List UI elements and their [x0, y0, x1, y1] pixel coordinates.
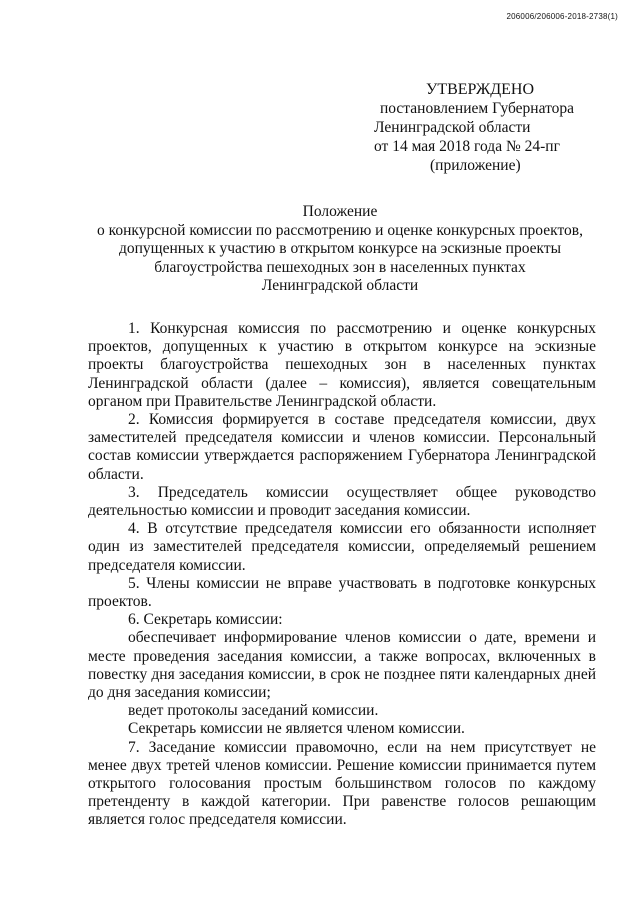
document-registration-number: 206006/206006-2018-2738(1)	[506, 12, 618, 21]
approval-title: УТВЕРЖДЕНО	[426, 81, 535, 98]
approval-decree-line: постановлением Губернатора	[380, 100, 575, 117]
approval-date-line: от 14 мая 2018 года № 24-пг	[374, 138, 560, 155]
paragraph-6-duty-protocols: ведет протоколы заседаний комиссии.	[128, 702, 379, 720]
document-title-line: Ленинградской области	[261, 277, 419, 294]
paragraph-6-secretary-status: Секретарь комиссии не является членом комиссии.	[128, 720, 465, 738]
document-title-line: о конкурсной комиссии по рассмотрению и оценке конкурсных проектов,	[97, 221, 583, 239]
approval-appendix-line: (приложение)	[430, 157, 521, 174]
paragraph-1: 1. Конкурсная комиссия по рассмотрению и оценке конкурсных проектов, допущенных к участию в открытом конкурсе на эскизные проекты благоустройства пешеходных зон в населенных пунктах Ленинградской области (далее – комиссия), является совещательным органом при Правительстве Ленинградской области.	[88, 320, 596, 410]
paragraph-6-duty-informing: обеспечивает информирование членов комиссии о дате, времени и месте проведения заседания комиссии, а также вопросах, включенных в повестку дня заседания комиссии, в срок не позднее пяти календарных дней до дня заседания комиссии;	[88, 629, 596, 702]
paragraph-3: 3. Председатель комиссии осуществляет общее руководство деятельностью комиссии и проводит заседания комиссии.	[88, 483, 596, 520]
document-heading: Положение	[302, 203, 378, 220]
paragraph-7: 7. Заседание комиссии правомочно, если на нем присутствует не менее двух третей членов комиссии. Решение комиссии принимается путем открытого голосования простым большинством голосов по каждому претенденту в каждой категории. При равенстве голосов решающим является голос председателя комиссии.	[88, 738, 596, 829]
document-title-block	[60, 203, 620, 296]
paragraph-5: 5. Члены комиссии не вправе участвовать в подготовке конкурсных проектов.	[88, 574, 596, 611]
paragraph-4: 4. В отсутствие председателя комиссии его обязанности исполняет один из заместителей председателя комиссии, определяемый решением председателя комиссии.	[88, 520, 596, 574]
paragraph-2: 2. Комиссия формируется в составе председателя комиссии, двух заместителей председателя комиссии и членов комиссии. Персональный состав комиссии утверждается распоряжением Губернатора Ленинградской области.	[88, 411, 596, 483]
document-title-line: допущенных к участию в открытом конкурсе на эскизные проекты	[118, 240, 562, 257]
approval-stamp-block	[374, 80, 614, 175]
approval-region-line: Ленинградской области	[374, 119, 531, 136]
document-title-line: благоустройства пешеходных зон в населенных пунктах	[154, 258, 526, 276]
document-body	[88, 320, 596, 830]
paragraph-6: 6. Секретарь комиссии:	[128, 611, 283, 629]
